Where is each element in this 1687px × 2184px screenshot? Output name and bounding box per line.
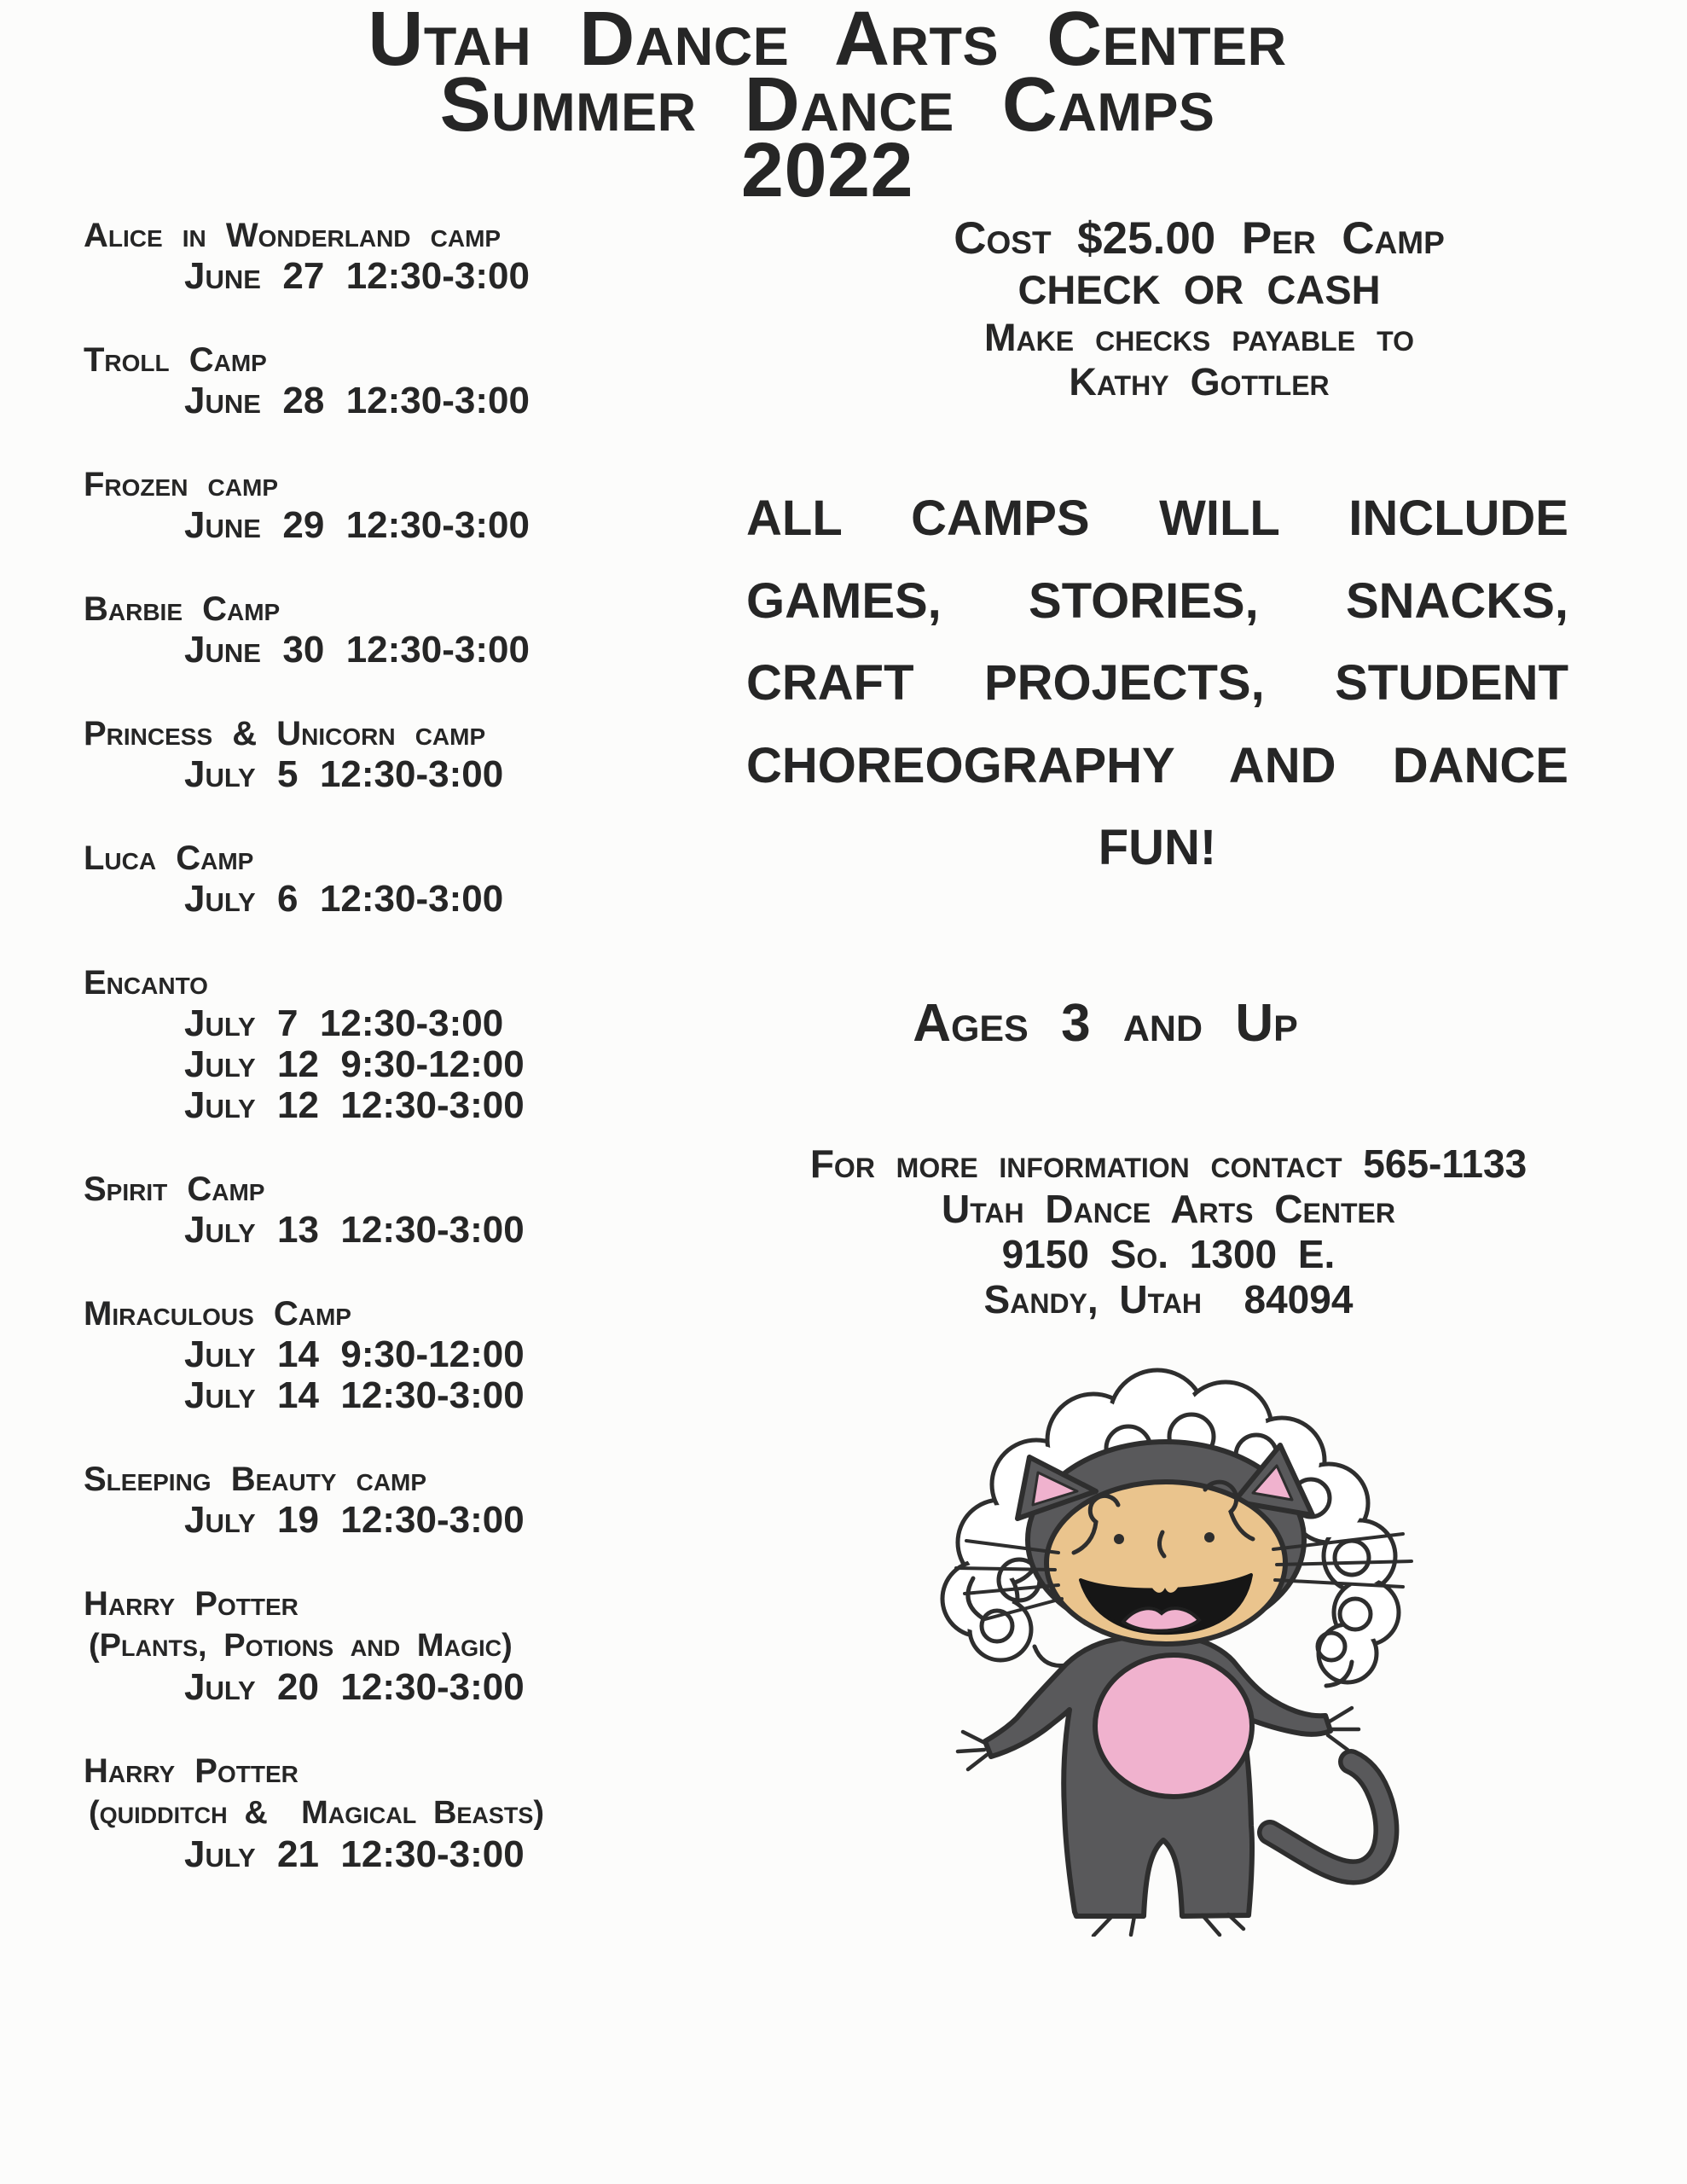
camp-date: July 14 12:30-3:00 bbox=[184, 1374, 525, 1416]
ages-heading: Ages 3 and Up bbox=[913, 994, 1298, 1053]
camp-entry bbox=[84, 1751, 766, 1875]
belly-patch bbox=[1095, 1655, 1252, 1797]
camp-date: June 29 12:30-3:00 bbox=[184, 504, 530, 546]
include-line: CHOREOGRAPHY AND DANCE bbox=[746, 737, 1568, 793]
camp-name: Luca Camp bbox=[84, 839, 254, 877]
camp-entry bbox=[84, 838, 766, 920]
camp-date: July 12 9:30-12:00 bbox=[184, 1043, 525, 1085]
contact-street-line: 9150 So. 1300 E. bbox=[1001, 1232, 1336, 1276]
camp-schedule-list bbox=[84, 215, 766, 1918]
camp-entry bbox=[84, 340, 766, 421]
contact-phone-line: For more information contact 565-1133 bbox=[809, 1141, 1528, 1186]
camp-entry bbox=[84, 713, 766, 795]
camp-entry bbox=[84, 1459, 766, 1541]
camp-date: June 28 12:30-3:00 bbox=[184, 380, 530, 421]
camp-subtitle: (Plants, Potions and Magic) bbox=[89, 1628, 513, 1664]
camp-name: Princess & Unicorn camp bbox=[84, 715, 486, 752]
camp-name: Troll Camp bbox=[84, 341, 267, 379]
include-line: ALL CAMPS WILL INCLUDE bbox=[746, 491, 1568, 546]
camp-subtitle: (quidditch & Magical Beasts) bbox=[89, 1795, 545, 1831]
camp-date: June 30 12:30-3:00 bbox=[184, 629, 530, 671]
camp-date: July 5 12:30-3:00 bbox=[184, 753, 504, 795]
camp-name: Spirit Camp bbox=[84, 1170, 265, 1208]
title-line-3: 2022 bbox=[740, 128, 914, 213]
cat-costume-illustration bbox=[891, 1365, 1420, 1937]
camp-date: July 21 12:30-3:00 bbox=[184, 1833, 525, 1875]
tongue bbox=[1123, 1608, 1199, 1630]
camp-entry bbox=[84, 464, 766, 546]
camp-entry bbox=[84, 1583, 766, 1708]
camp-date: July 7 12:30-3:00 bbox=[184, 1002, 504, 1044]
camp-name: Miraculous Camp bbox=[84, 1295, 351, 1333]
cat-tail bbox=[1270, 1762, 1386, 1873]
right-eye bbox=[1204, 1532, 1215, 1542]
left-eye bbox=[1114, 1534, 1124, 1544]
payment-method-line: CHECK OR CASH bbox=[1017, 267, 1381, 312]
camp-entry bbox=[84, 589, 766, 671]
flyer-title bbox=[0, 0, 1655, 213]
contact-name-line: Utah Dance Arts Center bbox=[942, 1187, 1395, 1231]
camp-date: July 14 9:30-12:00 bbox=[184, 1333, 525, 1375]
camp-name: Encanto bbox=[84, 964, 208, 1002]
camp-entry bbox=[84, 1293, 766, 1416]
camp-date: July 13 12:30-3:00 bbox=[184, 1209, 525, 1251]
checks-payable-line: Make checks payable to bbox=[984, 316, 1414, 359]
include-line: GAMES, STORIES, SNACKS, bbox=[746, 572, 1568, 629]
camps-include-paragraph bbox=[746, 478, 1568, 890]
camp-date: July 12 12:30-3:00 bbox=[184, 1084, 525, 1126]
include-line: CRAFT PROJECTS, STUDENT bbox=[746, 655, 1568, 711]
cost-line: Cost $25.00 Per Camp bbox=[954, 213, 1445, 264]
payee-name-line: Kathy Gottler bbox=[1069, 360, 1330, 404]
cost-info-block bbox=[747, 213, 1651, 404]
camp-date: July 20 12:30-3:00 bbox=[184, 1666, 525, 1708]
camp-name: Sleeping Beauty camp bbox=[84, 1461, 427, 1498]
camp-date: July 19 12:30-3:00 bbox=[184, 1499, 525, 1541]
camp-name: Harry Potter bbox=[84, 1585, 299, 1623]
camp-name: Harry Potter bbox=[84, 1752, 299, 1790]
camp-entry bbox=[84, 215, 766, 297]
include-line: FUN! bbox=[1098, 820, 1217, 875]
camp-date: June 27 12:30-3:00 bbox=[184, 255, 530, 297]
camp-date: July 6 12:30-3:00 bbox=[184, 878, 504, 920]
camp-name: Alice in Wonderland camp bbox=[84, 217, 501, 254]
contact-city-line: Sandy, Utah 84094 bbox=[983, 1277, 1354, 1321]
title-line-2: Summer Dance Camps bbox=[439, 62, 1215, 148]
contact-info-block bbox=[716, 1141, 1620, 1322]
camp-name: Barbie Camp bbox=[84, 590, 281, 628]
camp-name: Frozen camp bbox=[84, 466, 278, 503]
title-line-1: Utah Dance Arts Center bbox=[368, 0, 1287, 82]
camp-entry bbox=[84, 1169, 766, 1251]
